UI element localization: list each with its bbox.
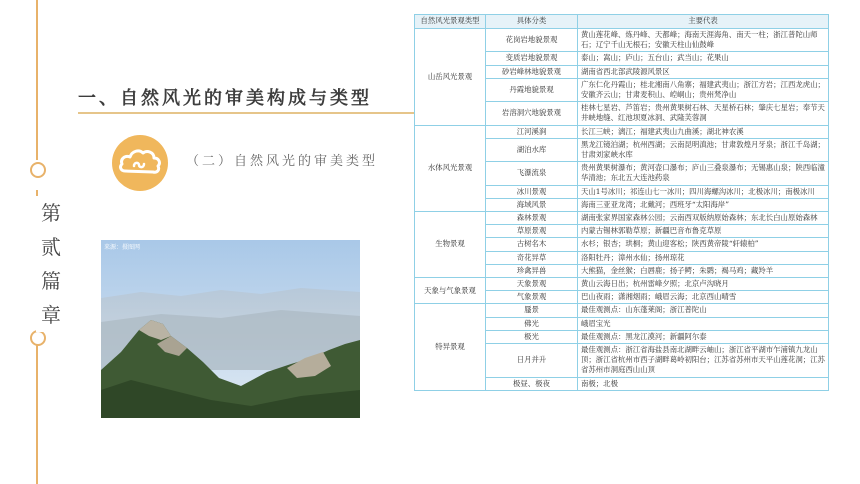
category-cell: 生物景观 — [415, 212, 486, 278]
representative-cell: 海南三亚亚龙湾；北戴河；西班牙“太阳海岸” — [578, 198, 829, 211]
subcategory-cell: 花岗岩地貌景观 — [486, 29, 578, 52]
representative-cell: 峨眉宝光 — [578, 317, 829, 330]
representative-cell: 长江三峡；漓江；福建武夷山九曲溪；湖北神农溪 — [578, 125, 829, 138]
left-decor-circle-bottom — [30, 330, 46, 346]
subcategory-cell: 古树名木 — [486, 238, 578, 251]
page-title: 一、自然风光的审美构成与类型 — [78, 88, 372, 109]
subcategory-cell: 天象景观 — [486, 278, 578, 291]
subcategory-cell: 珍禽异兽 — [486, 264, 578, 277]
photo-caption: 来源：摄图网 — [104, 244, 141, 251]
subcategory-cell: 湖泊水库 — [486, 138, 578, 161]
column-header: 具体分类 — [486, 15, 578, 29]
table-row — [415, 212, 829, 225]
subcategory-cell: 极光 — [486, 330, 578, 343]
representative-cell: 天山1号冰川；祁连山七一冰川；四川海螺沟冰川；北极冰川；南极冰川 — [578, 185, 829, 198]
representative-cell: 湖南省西北部武陵源风景区 — [578, 65, 829, 78]
table-header-row — [415, 15, 829, 29]
subcategory-cell: 极昼、极夜 — [486, 377, 578, 390]
chapter-char: 篇 — [41, 269, 61, 293]
category-cell: 天象与气象景观 — [415, 278, 486, 304]
subcategory-cell: 草原景观 — [486, 225, 578, 238]
subcategory-cell: 佛光 — [486, 317, 578, 330]
representative-cell: 泰山；嵩山；庐山；五台山；武当山；花果山 — [578, 52, 829, 65]
subcategory-cell: 岩溶洞穴地貌景观 — [486, 102, 578, 125]
cloud-icon — [112, 135, 168, 191]
chapter-label — [36, 196, 66, 332]
subcategory-cell: 蜃景 — [486, 304, 578, 317]
landscape-types-table — [414, 14, 829, 391]
representative-cell: 大熊猫，金丝猴；白唇鹿；扬子鳄；朱鹮；褐马鸡；藏羚羊 — [578, 264, 829, 277]
subcategory-cell: 森林景观 — [486, 212, 578, 225]
subcategory-cell: 江河溪涧 — [486, 125, 578, 138]
left-decor-line-top — [36, 0, 38, 160]
subcategory-cell: 冰川景观 — [486, 185, 578, 198]
representative-cell: 黄山莲花峰、炼丹峰、天都峰；海南天涯海角、南天一柱；浙江普陀山师石；辽宁千山无根石；安徽天柱山仙鼓峰 — [578, 29, 829, 52]
column-header: 主要代表 — [578, 15, 829, 29]
representative-cell: 广东仁化丹霞山；桂北湘南八角寨；福建武夷山；浙江方岩；江西龙虎山；安徽齐云山；甘肃麦积山、崆峒山；贵州梵净山 — [578, 78, 829, 101]
subcategory-cell: 变质岩地貌景观 — [486, 52, 578, 65]
category-cell: 山岳风光景观 — [415, 29, 486, 126]
category-cell: 水体风光景观 — [415, 125, 486, 211]
chapter-char: 第 — [41, 201, 61, 225]
left-decor-circle-top — [30, 162, 46, 178]
subcategory-cell: 海域风景 — [486, 198, 578, 211]
representative-cell: 黄山云海日出；杭州雷峰夕照；北京卢沟晓月 — [578, 278, 829, 291]
landscape-types-table-wrapper — [414, 14, 828, 391]
representative-cell: 水杉；银杏；珙桐；黄山迎客松；陕西黄帝陵“轩辕柏” — [578, 238, 829, 251]
table-row — [415, 304, 829, 317]
subcategory-cell: 日月并升 — [486, 344, 578, 378]
subcategory-cell: 奇花异草 — [486, 251, 578, 264]
table-row — [415, 125, 829, 138]
chapter-char: 章 — [41, 303, 61, 327]
representative-cell: 巴山夜雨；潇湘烟雨；峨眉云海；北京西山晴雪 — [578, 291, 829, 304]
section-subtitle: （二）自然风光的审美类型 — [186, 154, 379, 169]
representative-cell: 最佳观测点：黑龙江漠河；新疆阿尔泰 — [578, 330, 829, 343]
representative-cell: 洛阳牡丹；漳州水仙；扬州琼花 — [578, 251, 829, 264]
chapter-char: 贰 — [41, 235, 61, 259]
table-row — [415, 29, 829, 52]
representative-cell: 最佳观测点：浙江省海盐县南北湖畔云岫山；浙江省平湖市乍浦镇九龙山顶；浙江省杭州市西子湖畔葛岭初阳台；江苏省苏州市天平山莲花洞；江苏省苏州市洞庭西山山顶 — [578, 344, 829, 378]
mountain-photo — [101, 240, 360, 418]
representative-cell: 桂林七星岩、芦笛岩；贵州黄果树石林、天星桥石林；肇庆七星岩；奉节天井峡地缝、红池坝夏冰洞、武隆芙蓉洞 — [578, 102, 829, 125]
subcategory-cell: 气象景观 — [486, 291, 578, 304]
representative-cell: 黑龙江镜泊湖；杭州西湖；云南昆明滇池；甘肃敦煌月牙泉；浙江千岛湖；甘肃刘家峡水库 — [578, 138, 829, 161]
representative-cell: 最佳观测点：山东蓬莱阁；浙江普陀山 — [578, 304, 829, 317]
subcategory-cell: 丹霞地貌景观 — [486, 78, 578, 101]
representative-cell: 湖南张家界国家森林公园；云南西双版纳原始森林；东北长白山原始森林 — [578, 212, 829, 225]
subcategory-cell: 飞瀑流泉 — [486, 162, 578, 185]
representative-cell: 贵州黄果树瀑布；黄河壶口瀑布；庐山三叠泉瀑布；无锡惠山泉；陕西临潼华清池；东北五大连池药泉 — [578, 162, 829, 185]
subcategory-cell: 砂岩峰林地貌景观 — [486, 65, 578, 78]
column-header: 自然风光景观类型 — [415, 15, 486, 29]
category-cell: 特异景观 — [415, 304, 486, 390]
table-row — [415, 278, 829, 291]
representative-cell: 内蒙古锡林郭勒草原；新疆巴音布鲁克草原 — [578, 225, 829, 238]
representative-cell: 南极；北极 — [578, 377, 829, 390]
title-underline — [78, 112, 414, 114]
